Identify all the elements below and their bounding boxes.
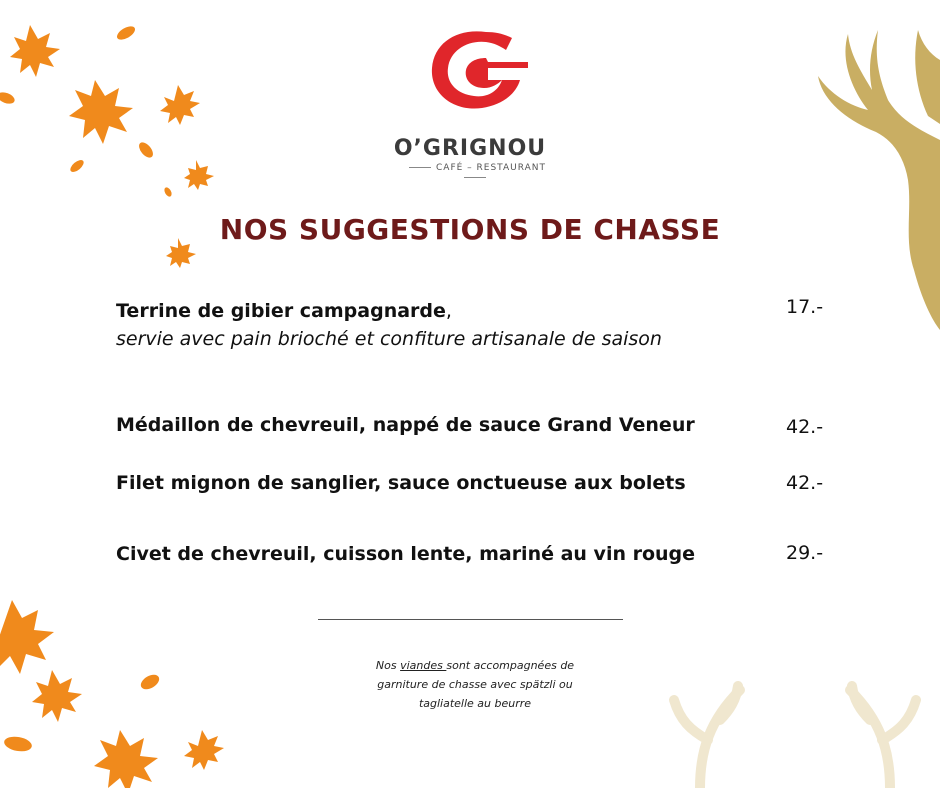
- maple-leaf-icon: [32, 670, 82, 722]
- menu-title: NOS SUGGESTIONS DE CHASSE: [219, 213, 721, 246]
- maple-leaf-icon: [160, 85, 200, 125]
- menu-item-description: servie avec pain brioché et confiture artisanale de saison: [116, 328, 662, 350]
- leaf-icon: [163, 186, 173, 198]
- maple-leaf-icon: [94, 730, 158, 788]
- menu-item-price: 17.-: [786, 296, 824, 318]
- maple-leaf-icon: [0, 600, 54, 674]
- leaf-icon: [3, 735, 33, 754]
- leaf-icon: [0, 90, 16, 106]
- deer-head-decoration: [800, 20, 940, 340]
- leaf-icon: [138, 672, 161, 692]
- underlined-word: viandes: [400, 659, 447, 672]
- garnish-note: Nos viandes sont accompagnées de garniture de chasse avec spätzli ou tagliatelle au beurre: [375, 659, 575, 710]
- maple-leaf-icon: [69, 80, 133, 144]
- menu-item-name: Terrine de gibier campagnarde,: [116, 300, 452, 322]
- restaurant-logo: [428, 28, 532, 112]
- maple-leaves-decoration-bottom: [0, 590, 240, 788]
- menu-item-price: 29.-: [786, 542, 824, 564]
- menu-item-price: 42.-: [786, 416, 824, 438]
- brand-tagline: CAFÉ – RESTAURANT: [400, 163, 550, 183]
- maple-leaf-icon: [184, 160, 214, 190]
- menu-item-price: 42.-: [786, 472, 824, 494]
- menu-item-name: Médaillon de chevreuil, nappé de sauce Grand Veneur: [116, 414, 695, 436]
- brand-name: O’GRIGNOU: [393, 136, 547, 161]
- antlers-decoration: [660, 680, 940, 788]
- maple-leaf-icon: [184, 730, 224, 770]
- section-divider: [318, 619, 623, 620]
- menu-item-name: Civet de chevreuil, cuisson lente, mariné au vin rouge: [116, 543, 696, 565]
- maple-leaf-icon: [10, 25, 60, 77]
- menu-item-name: Filet mignon de sanglier, sauce onctueuse aux bolets: [116, 472, 686, 494]
- leaf-icon: [115, 24, 137, 43]
